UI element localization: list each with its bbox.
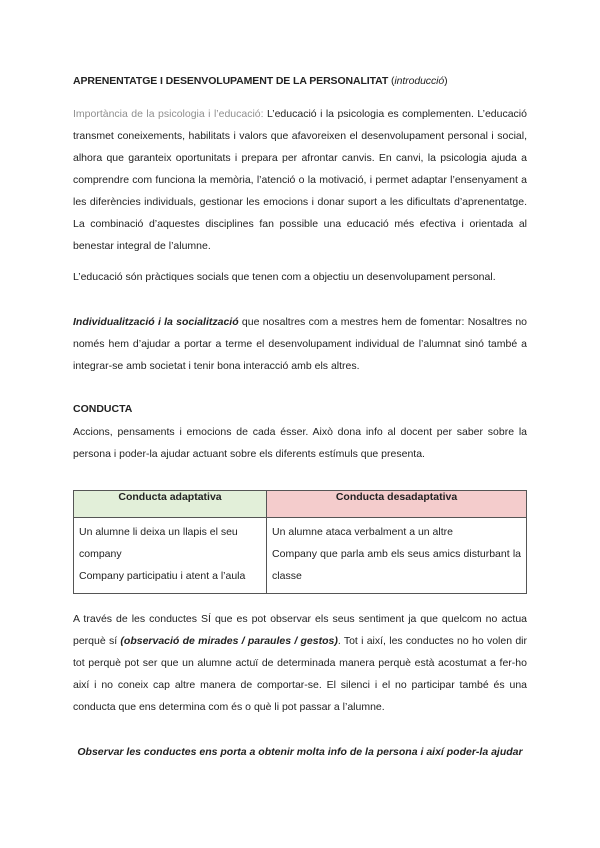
title-paren-open: ( <box>391 75 395 87</box>
cell-line: Un alumne ataca verbalment a un altre <box>272 526 453 538</box>
paragraph-observacio <box>73 608 527 718</box>
closing-statement: Observar les conductes ens porta a obtenir molta info de la persona i així poder-la ajudar <box>77 746 523 758</box>
cell-line: Company que parla amb els seus amics disturbant la classe <box>272 548 521 582</box>
paragraph-conducta: Accions, pensaments i emocions de cada ésser. Això dona info al docent per saber sobre la persona i poder-la ajudar actuant sobre els diferents estímuls que presenta. <box>73 426 527 460</box>
paragraph-educacio: L’educació són pràctiques socials que tenen com a objectiu un desenvolupament personal. <box>73 271 496 283</box>
title-main: APRENENTATGE I DESENVOLUPAMENT DE LA PERSONALITAT <box>73 75 389 87</box>
paragraph-text: L’educació i la psicologia es complementen. L’educació transmet coneixements, habilitats i valors que afavoreixen el desenvolupament personal i social, alhora que garanteix oportunitats i prepara per afrontar canvis. En canvi, la psicologia ajuda a comprendre com funciona la memòria, l’atenció o la motivació, i permet adaptar l’ensenyament a les diferències individuals, gestionar les emocions i donar suport a les dificultats d’aprenentatge. La combinació d’aquestes disciplines fan possible una educació més efectiva i orientada al benestar integral de l’alumne. <box>73 108 527 252</box>
paragraph-text: que nosaltres com a mestres hem de fomentar: Nosaltres no només hem d’ajudar a portar a terme el desenvolupament individual de l’alumnat sinó també a integrar-se amb societat i tenir bona interacció amb els altres. <box>73 316 527 372</box>
title-paren-close: ) <box>444 75 448 87</box>
paragraph-lead: Importància de la psicologia i l’educació: <box>73 108 264 120</box>
cell-adaptativa <box>74 518 267 594</box>
title-intro: introducció <box>394 75 445 87</box>
paragraph-lead: Individualització i la socialització <box>73 316 239 328</box>
paragraph-text: . Tot i així, les conductes no ho volen dir tot perquè pot ser que un alumne actuï de determinada manera perquè està acostumat a fer-ho així i no coneix cap altre manera de comportar-se. El silenci i el no participar també és una conducta que ens determina com és o què li pot passar a l’alumne. <box>73 635 527 713</box>
cell-line: Company participatiu i atent a l’aula <box>79 570 246 582</box>
cell-desadaptativa <box>267 518 527 594</box>
paragraph-text: A través de les conductes SÍ que es pot observar els seus sentiment ja que quelcom no actua perquè sí <box>73 613 527 647</box>
paragraph-individualitzacio <box>73 311 527 377</box>
paragraph-emphasis: (observació de mirades / paraules / gestos) <box>120 635 338 647</box>
cell-line: Un alumne li deixa un llapis el seu company <box>79 526 238 560</box>
paragraph-importancia <box>73 103 527 257</box>
section-heading-conducta: CONDUCTA <box>73 403 133 415</box>
table-header-row <box>74 491 527 518</box>
table-row <box>74 518 527 594</box>
conducta-table <box>73 490 527 594</box>
header-desadaptativa: Conducta desadaptativa <box>267 491 527 518</box>
header-adaptativa: Conducta adaptativa <box>74 491 267 518</box>
page-title <box>73 70 527 92</box>
